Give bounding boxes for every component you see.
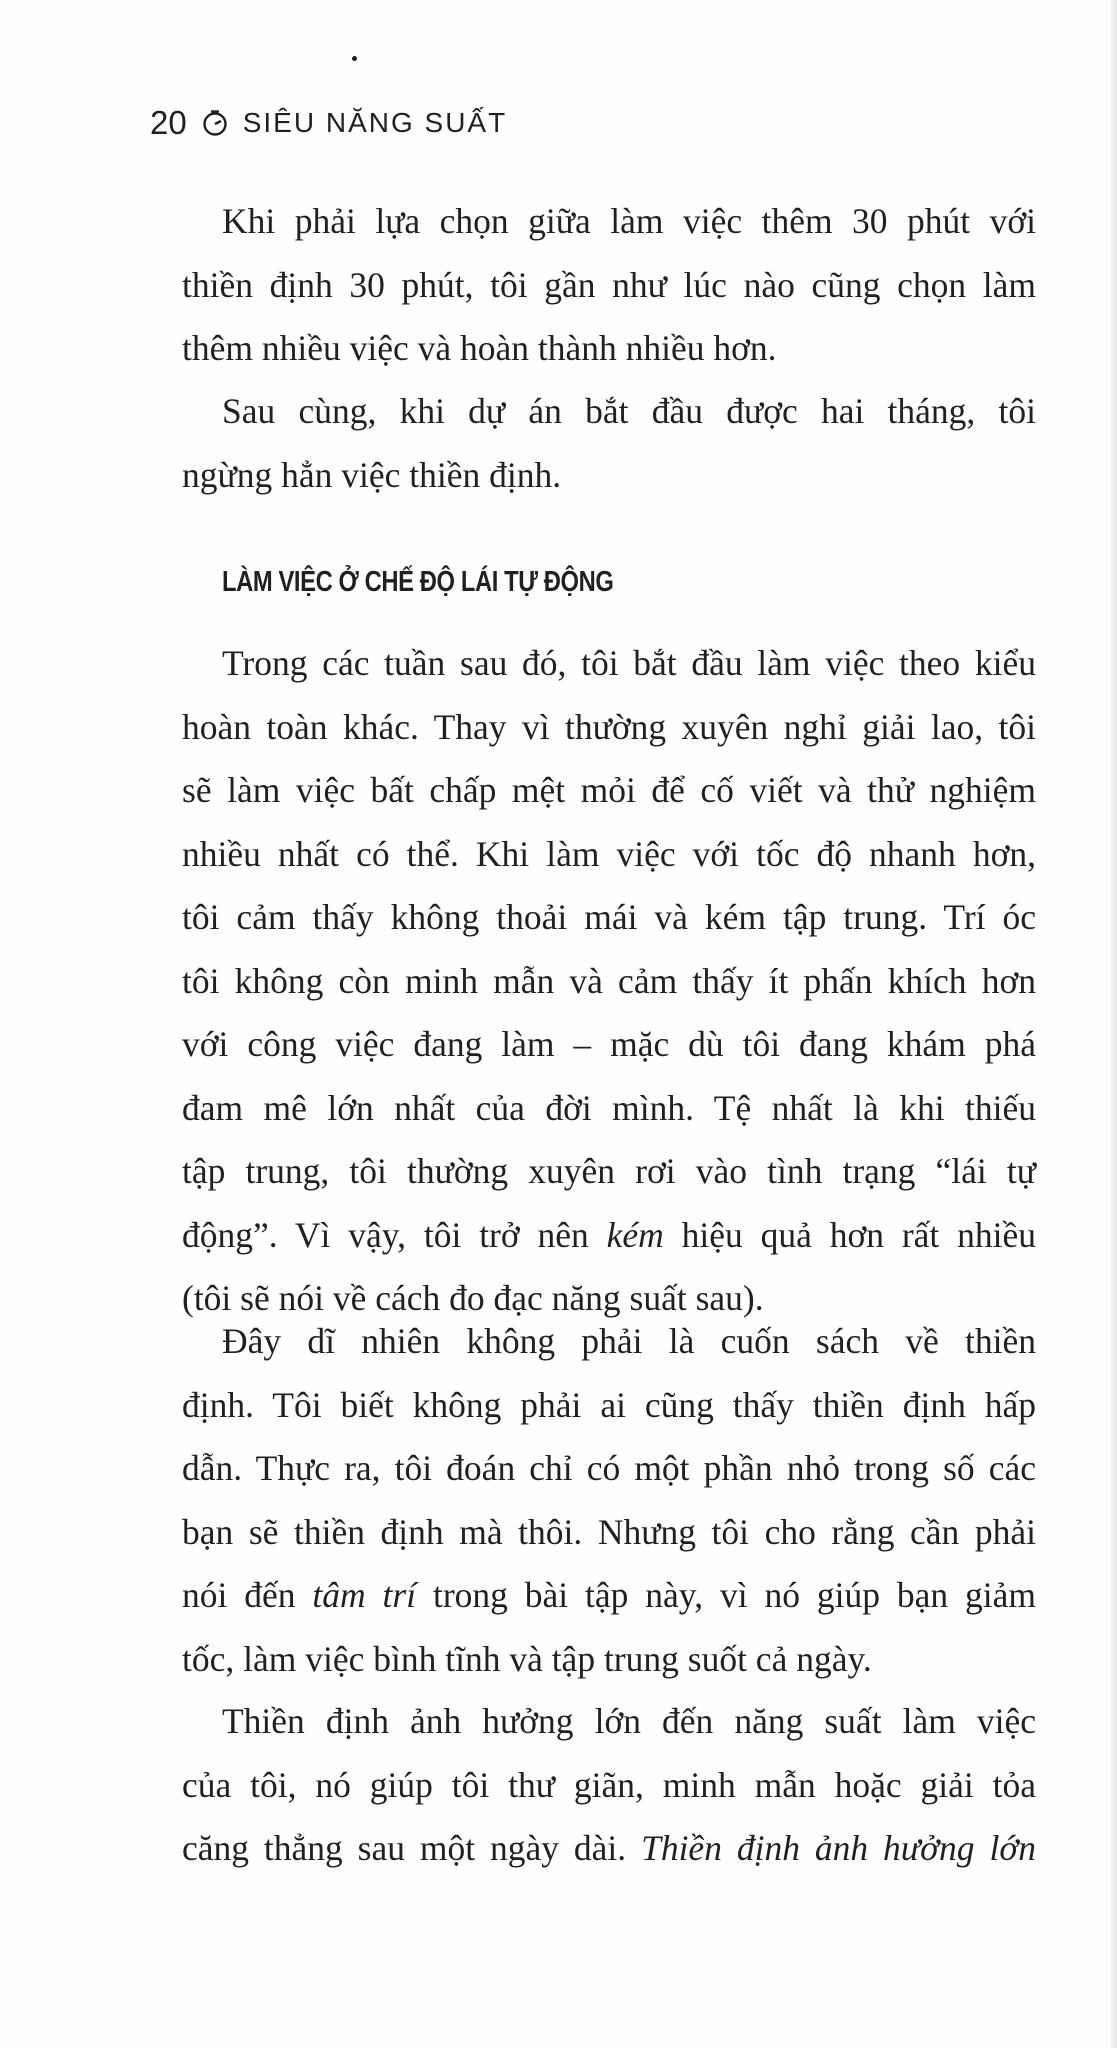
paragraph-2 xyxy=(182,380,1036,507)
paragraph-1 xyxy=(182,190,1036,381)
text-line: Đây dĩ nhiên không phải là cuốn sách về thiền xyxy=(222,1321,1036,1361)
italic-emphasis: tâm trí xyxy=(312,1575,417,1615)
text-line: định. Tôi biết không phải ai cũng thấy thiền định hấp xyxy=(182,1384,1036,1425)
book-title: SIÊU NĂNG SUẤT xyxy=(242,107,508,138)
section-heading: LÀM VIỆC Ở CHẾ ĐỘ LÁI TỰ ĐỘNG xyxy=(222,566,614,598)
text-line: tốc, làm việc bình tĩnh và tập trung suốt cả ngày. xyxy=(182,1638,872,1679)
text-line xyxy=(182,1204,1036,1268)
paragraph-4 xyxy=(182,1310,1037,1691)
text-line xyxy=(182,1817,1036,1881)
text-line: với công việc đang làm – mặc dù tôi đang khám phá xyxy=(182,1024,1036,1064)
text-segment: nói đến xyxy=(182,1575,313,1615)
text-line: Sau cùng, khi dự án bắt đầu được hai tháng, tôi xyxy=(222,391,1036,431)
text-line: Trong các tuần sau đó, tôi bắt đầu làm việc theo kiểu xyxy=(222,643,1036,683)
running-head xyxy=(150,98,507,148)
text-line: tập trung, tôi thường xuyên rơi vào tình trạng “lái tự xyxy=(182,1151,1036,1191)
text-line: đam mê lớn nhất của đời mình. Tệ nhất là khi thiếu xyxy=(182,1087,1036,1128)
page-number: 20 xyxy=(150,104,187,141)
text-line: Khi phải lựa chọn giữa làm việc thêm 30 phút với xyxy=(222,201,1036,241)
text-line: hoàn toàn khác. Thay vì thường xuyên nghỉ giải lao, tôi xyxy=(182,706,1036,747)
page-edge-shadow xyxy=(1111,0,1117,2048)
text-line: thêm nhiều việc và hoàn thành nhiều hơn. xyxy=(182,328,777,368)
text-line: dẫn. Thực ra, tôi đoán chỉ có một phần nhỏ trong số các xyxy=(182,1448,1036,1488)
paragraph-3 xyxy=(182,632,1036,1331)
text-line: tôi không còn minh mẫn và cảm thấy ít phấn khích hơn xyxy=(182,960,1036,1001)
italic-emphasis: kém xyxy=(606,1214,664,1255)
top-ornament-dot xyxy=(352,56,357,61)
text-line xyxy=(182,1564,1036,1628)
clock-icon xyxy=(201,109,229,137)
text-segment: trong bài tập này, vì nó giúp bạn giảm xyxy=(416,1575,1037,1615)
italic-emphasis: Thiền định ảnh hưởng lớn xyxy=(641,1828,1037,1868)
text-line: Thiền định ảnh hưởng lớn đến năng suất làm việc xyxy=(222,1701,1036,1741)
text-line: sẽ làm việc bất chấp mệt mỏi để cố viết và thử nghiệm xyxy=(182,770,1036,810)
text-segment: căng thẳng sau một ngày dài. xyxy=(182,1828,642,1868)
paragraph-5 xyxy=(182,1690,1037,1881)
text-segment: động”. Vì vậy, tôi trở nên xyxy=(182,1214,607,1255)
text-line: tôi cảm thấy không thoải mái và kém tập trung. Trí óc xyxy=(182,897,1036,937)
text-segment: hiệu quả hơn rất nhiều xyxy=(663,1214,1036,1255)
text-line: nhiều nhất có thể. Khi làm việc với tốc độ nhanh hơn, xyxy=(182,833,1036,874)
text-line: ngừng hẳn việc thiền định. xyxy=(182,454,562,495)
text-line: thiền định 30 phút, tôi gần như lúc nào cũng chọn làm xyxy=(182,264,1036,305)
text-line: của tôi, nó giúp tôi thư giãn, minh mẫn hoặc giải tỏa xyxy=(182,1764,1036,1805)
text-line: (tôi sẽ nói về cách đo đạc năng suất sau). xyxy=(182,1278,764,1318)
text-line: bạn sẽ thiền định mà thôi. Nhưng tôi cho rằng cần phải xyxy=(182,1511,1036,1552)
